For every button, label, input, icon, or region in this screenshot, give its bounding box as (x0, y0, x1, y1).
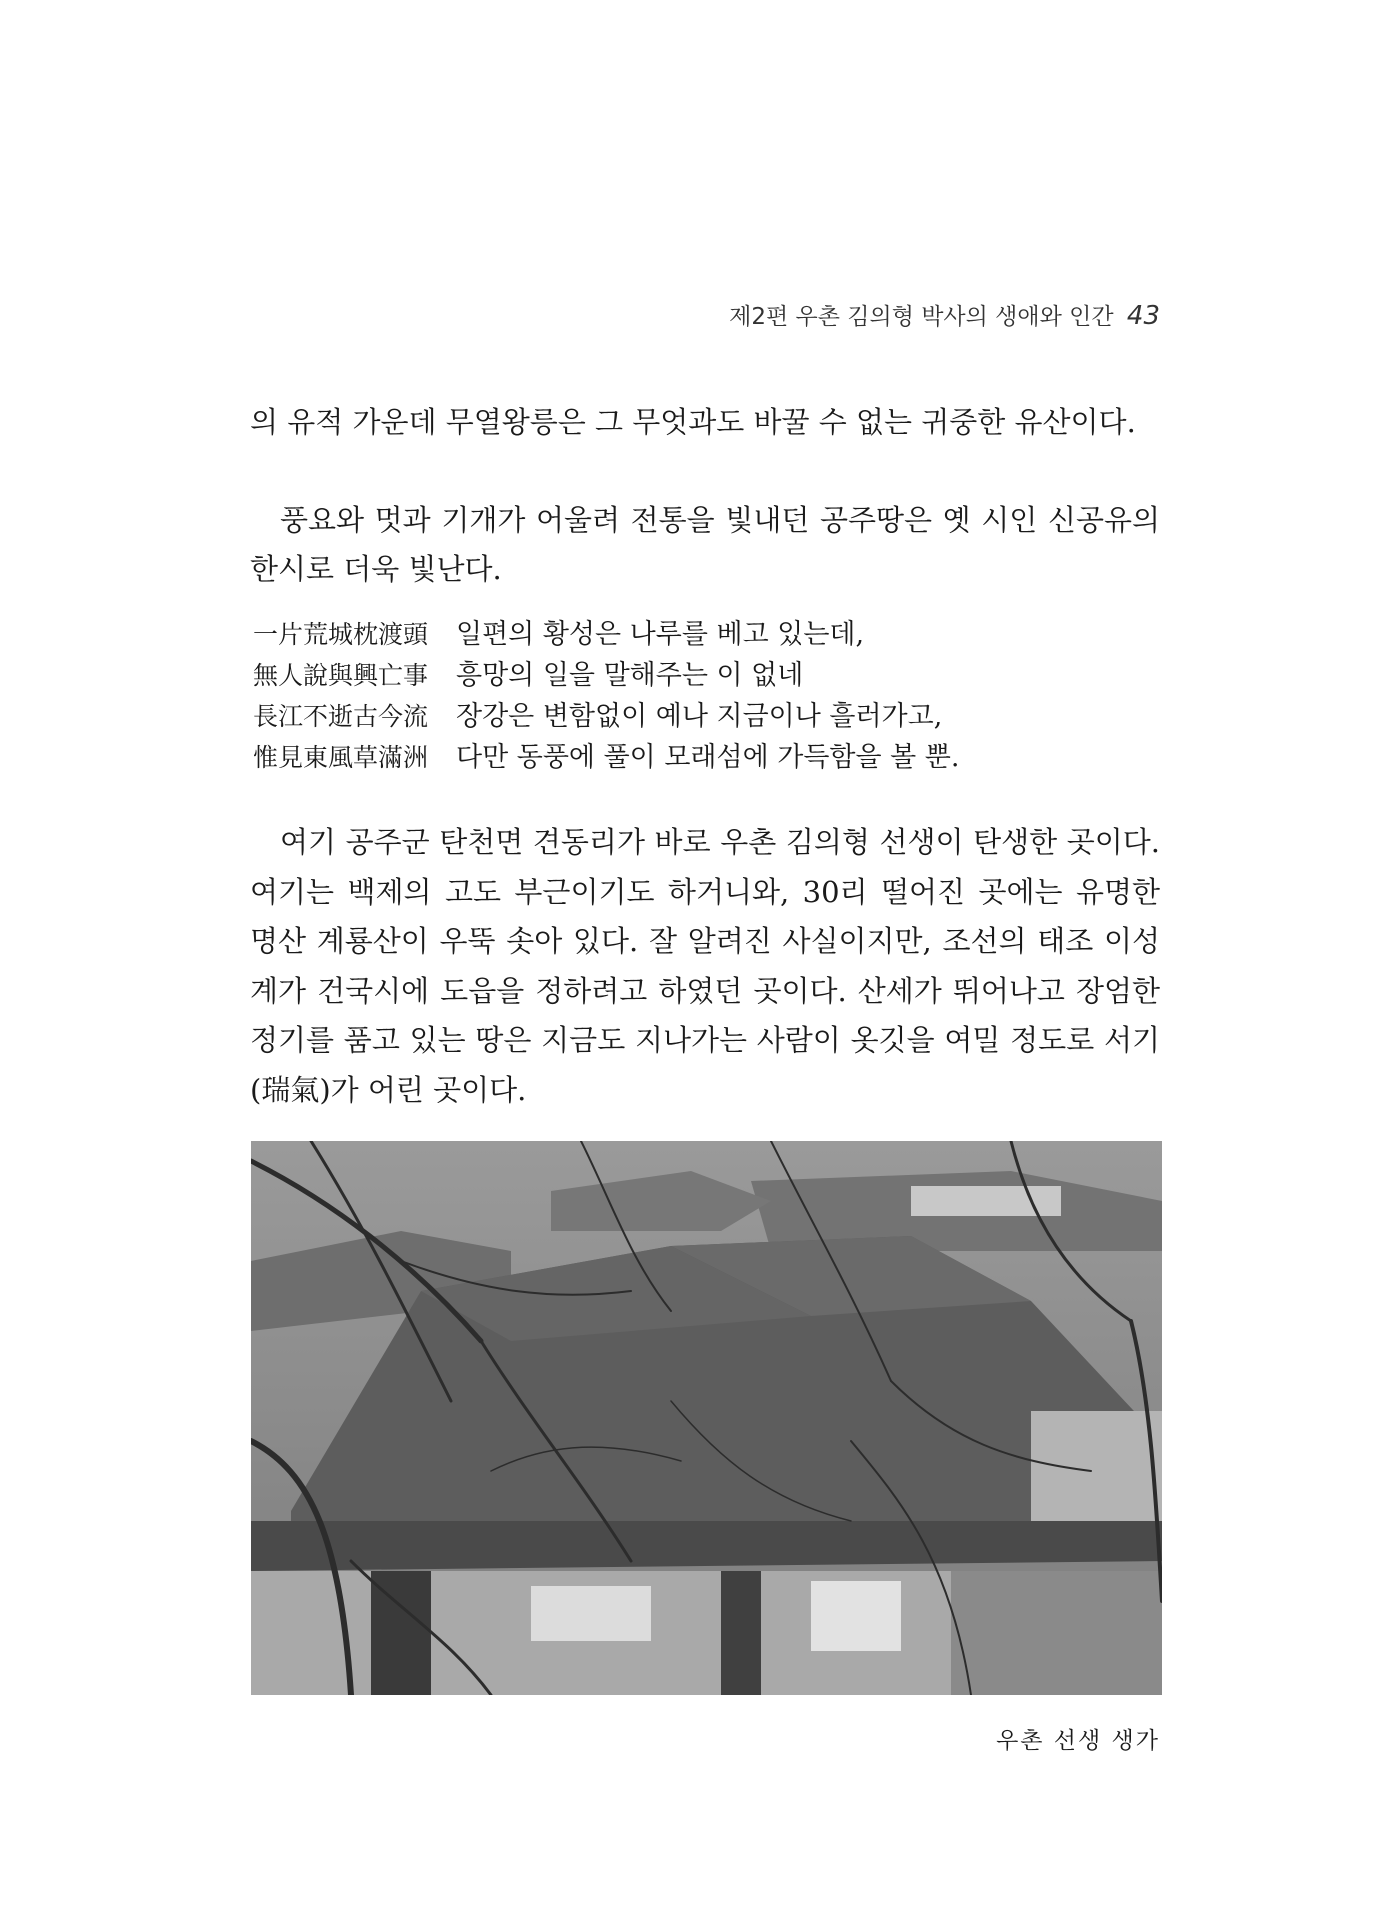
poem-hanja: 一片荒城枕渡頭 (252, 620, 428, 649)
paragraph-2-text: 풍요와 멋과 기개가 어울려 전통을 빛내던 공주땅은 옛 시인 신공유의 한시로 더욱 빛난다. (250, 503, 1160, 586)
paragraph-3 (250, 818, 1160, 1115)
poem-hanja: 惟見東風草滿洲 (252, 743, 428, 772)
poem-line (250, 655, 1160, 696)
house-photo-illustration (251, 1141, 1162, 1695)
paragraph-2 (250, 496, 1160, 594)
paragraph-1 (250, 398, 1160, 447)
page-number: 43 (1126, 301, 1160, 331)
photo-caption: 우촌 선생 생가 (996, 1728, 1160, 1754)
paragraph-1-text: 의 유적 가운데 무열왕릉은 그 무엇과도 바꿀 수 없는 귀중한 유산이다. (250, 405, 1136, 439)
poem-hanja: 無人說與興亡事 (252, 661, 428, 690)
poem-line (250, 696, 1160, 737)
poem-translation: 일편의 황성은 나루를 베고 있는데, (456, 619, 865, 650)
running-header (250, 298, 1160, 331)
poem-translation: 장강은 변함없이 예나 지금이나 흘러가고, (456, 701, 943, 732)
running-title: 제2편 우촌 김의형 박사의 생애와 인간 (729, 304, 1114, 330)
birthplace-photo (251, 1141, 1162, 1695)
poem-translation: 다만 동풍에 풀이 모래섬에 가득함을 볼 뿐. (456, 742, 960, 773)
poem-translation: 흥망의 일을 말해주는 이 없네 (456, 660, 804, 691)
poem-line (250, 737, 1160, 778)
hansi-poem (250, 614, 1160, 778)
paragraph-3-text: 여기 공주군 탄천면 견동리가 바로 우촌 김의형 선생이 탄생한 곳이다. 여기는 백제의 고도 부근이기도 하거니와, 30리 떨어진 곳에는 유명한 명산 계룡산이 우뚝 솟아 있다. 잘 알려진 사실이지만, 조선의 태조 이성계가 건국시에 도읍을 정하려고 하였던 곳이다. 산세가 뛰어나고 장엄한 정기를 품고 있는 땅은 지금도 지나가는 사람이 옷깃을 여밀 정도로 서기(瑞氣)가 어린 곳이다. (250, 825, 1160, 1107)
poem-line (250, 614, 1160, 655)
poem-hanja: 長江不逝古今流 (252, 702, 428, 731)
